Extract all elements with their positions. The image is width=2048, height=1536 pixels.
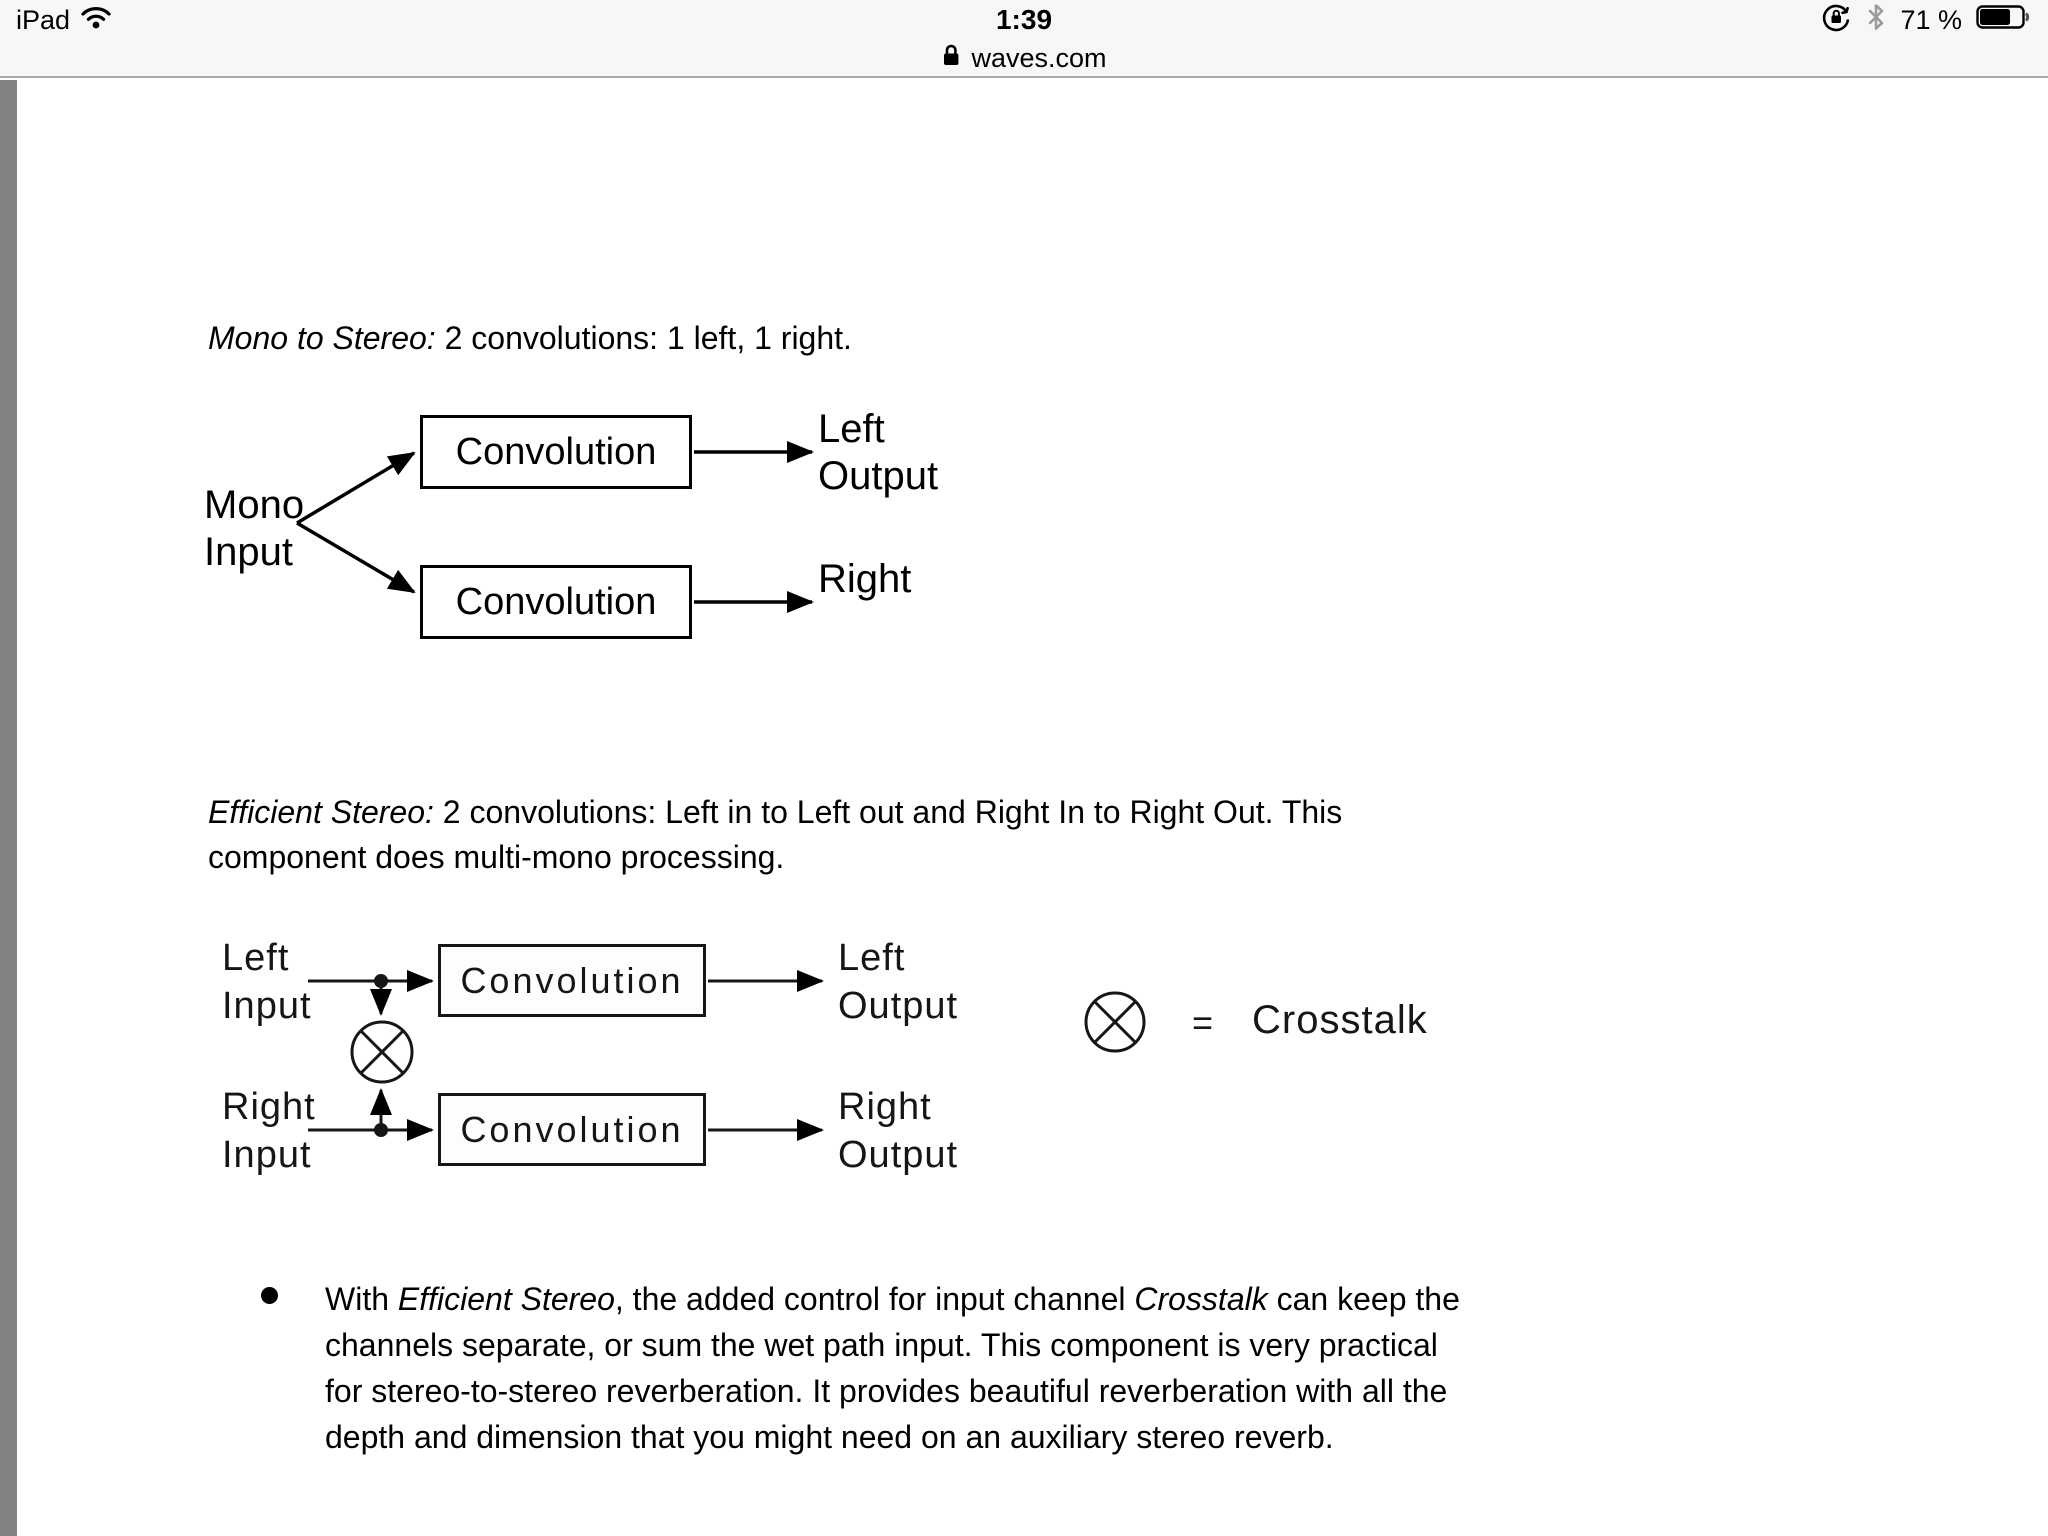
lock-icon	[941, 42, 961, 75]
heading-efficient-stereo: Efficient Stereo: 2 convolutions: Left in to Left out and Right In to Right Out. This component does multi-mono processing.	[208, 794, 1343, 875]
left-output-label: Left Output	[818, 407, 939, 498]
convolution-box-left: Convolution	[420, 415, 692, 489]
status-time: 1:39	[995, 4, 1053, 35]
right-output-label-2: Right Output	[838, 1086, 959, 1176]
page-left-gutter	[0, 80, 17, 1536]
bullet-paragraph: With Efficient Stereo, the added control for input channel Crosstalk can keep the channels separate, or sum the wet path input. This component is very practical for stereo-to-stereo reverberation. It provides beautiful reverberation with all the depth and dimension that you might need on an auxiliary stereo reverb.	[325, 1281, 1460, 1455]
status-bar	[0, 0, 2048, 40]
battery-percent: 71 %	[1900, 4, 1962, 35]
carrier-label: iPad	[16, 4, 71, 35]
legend-equals: =	[1192, 1002, 1214, 1043]
bullet-marker	[261, 1287, 278, 1304]
left-input-label: Left Input	[222, 937, 312, 1027]
url-domain: waves.com	[971, 42, 1107, 73]
convolution-box-right: Convolution	[420, 565, 692, 639]
safari-url-bar[interactable]	[0, 40, 2048, 78]
convolution-box-left-channel: Convolution	[438, 944, 706, 1017]
left-output-label-2: Left Output	[838, 937, 959, 1027]
heading-mono-to-stereo: Mono to Stereo: 2 convolutions: 1 left, 1 right.	[208, 320, 852, 356]
mono-input-label: Mono Input	[204, 483, 305, 574]
right-output-label: Right	[818, 557, 912, 601]
legend-crosstalk-label: Crosstalk	[1252, 998, 1428, 1042]
right-input-label: Right Input	[222, 1086, 316, 1176]
convolution-box-right-channel: Convolution	[438, 1093, 706, 1166]
